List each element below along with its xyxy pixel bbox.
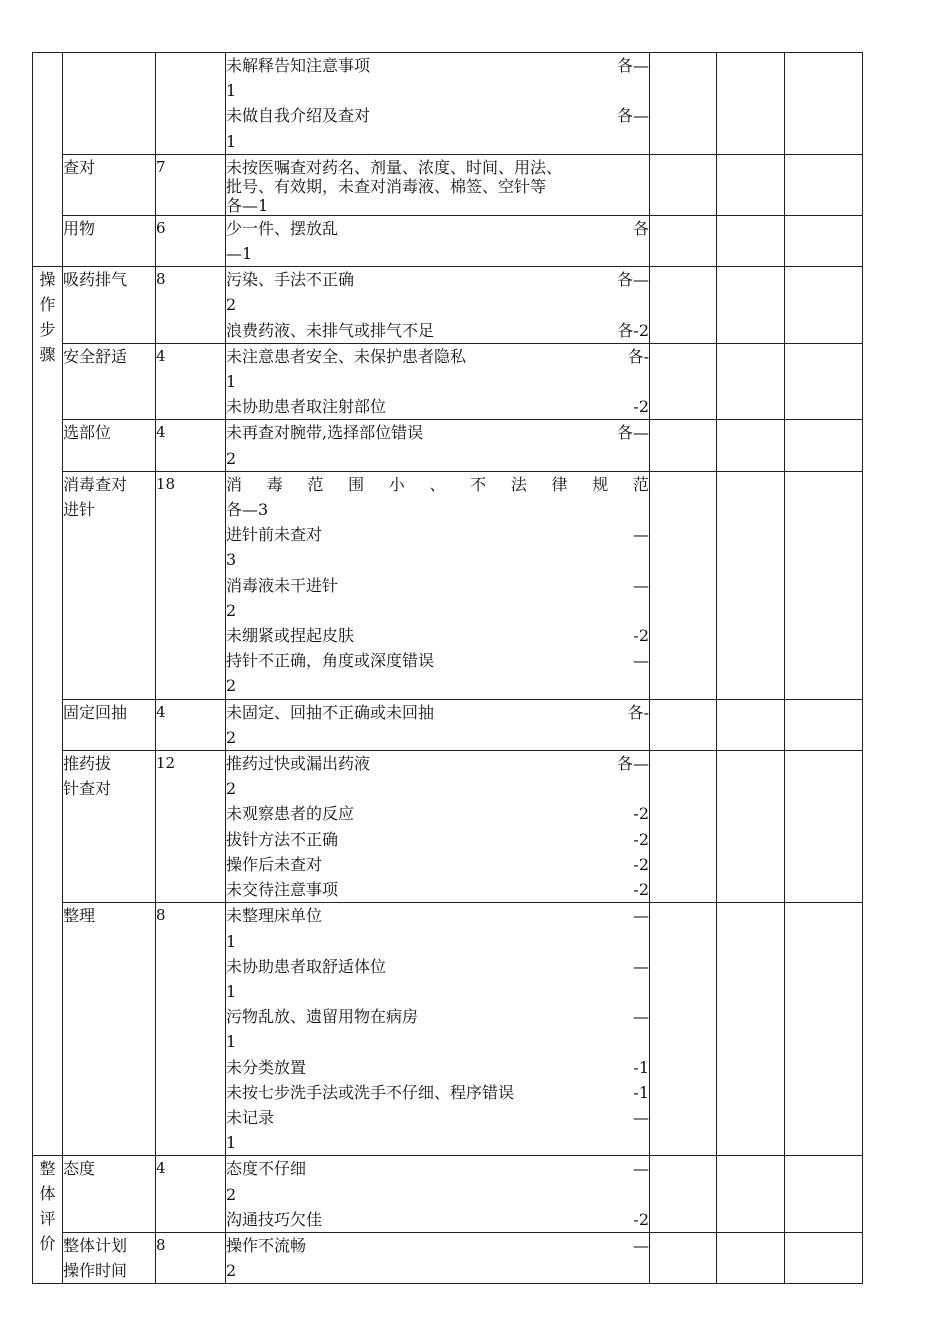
deduction-text: 1	[226, 372, 237, 392]
blank-score-cell	[650, 154, 717, 215]
scoring-table	[32, 52, 863, 1284]
deduction-points: -2	[633, 854, 649, 874]
deduction-line	[226, 216, 649, 241]
deduction-points: —	[633, 1235, 649, 1255]
deduction-text: 持针不正确，角度或深度错误	[226, 651, 435, 671]
deduction-text: 未协助患者取舒适体位	[226, 956, 387, 976]
deduction-points: -2	[633, 880, 649, 900]
category-char: 评	[39, 1209, 56, 1229]
deduction-line	[226, 648, 649, 673]
table-row	[33, 343, 863, 420]
deduction-text: 未做自我介绍及查对	[226, 106, 371, 126]
deduction-text: 未协助患者取注射部位	[226, 397, 387, 417]
blank-score-cell	[785, 267, 863, 344]
deduction-line	[226, 547, 649, 572]
deduction-text: 2	[226, 1261, 237, 1281]
score-cell: 4	[156, 699, 226, 750]
deduction-line	[226, 78, 649, 103]
deduction-cell	[226, 1156, 650, 1233]
deduction-line	[226, 776, 649, 801]
category-char: 步	[39, 320, 56, 340]
deduction-text: 拔针方法不正确	[226, 829, 339, 849]
deduction-char: 不	[470, 474, 487, 494]
deduction-text: 未绷紧或捏起皮肤	[226, 626, 355, 646]
item-cell: 固定回抽	[63, 699, 156, 750]
deduction-text: 未观察患者的反应	[226, 804, 355, 824]
category-char: 体	[39, 1184, 56, 1204]
blank-score-cell	[717, 751, 785, 903]
item-label-line: 进针	[63, 500, 96, 520]
table-row	[33, 1232, 863, 1283]
deduction-line	[226, 369, 649, 394]
score-cell: 4	[156, 1156, 226, 1233]
deduction-line	[226, 700, 649, 725]
deduction-text: 浪费药液、未排气或排气不足	[226, 320, 435, 340]
deduction-cell	[226, 1232, 650, 1283]
deduction-char: 小	[388, 474, 405, 494]
table-row	[33, 751, 863, 903]
blank-score-cell	[650, 699, 717, 750]
deduction-text: 未按七步洗手法或洗手不仔细、程序错误	[226, 1082, 515, 1102]
score-cell: 8	[156, 1232, 226, 1283]
deduction-points: -2	[633, 829, 649, 849]
deduction-char: 毒	[266, 474, 283, 494]
score-cell: 8	[156, 903, 226, 1156]
item-cell: 吸药排气	[63, 267, 156, 344]
deduction-cell	[226, 420, 650, 471]
table-row	[33, 154, 863, 215]
deduction-cell	[226, 751, 650, 903]
deduction-line	[226, 1130, 649, 1155]
item-cell: 态度	[63, 1156, 156, 1233]
blank-score-cell	[717, 154, 785, 215]
score-cell: 18	[156, 471, 226, 699]
blank-score-cell	[650, 343, 717, 420]
deduction-text: 未交待注意事项	[226, 880, 339, 900]
item-label-line: 针查对	[63, 779, 112, 799]
blank-score-cell	[785, 1156, 863, 1233]
score-cell: 7	[156, 154, 226, 215]
deduction-line	[226, 420, 649, 445]
table-row	[33, 420, 863, 471]
deduction-line	[226, 472, 649, 497]
deduction-char: 律	[551, 474, 568, 494]
deduction-text: 未分类放置	[226, 1057, 307, 1077]
deduction-text: 2	[226, 727, 237, 747]
deduction-text: 未再查对腕带,选择部位错误	[226, 423, 424, 443]
item-cell	[63, 471, 156, 699]
deduction-points: —	[633, 956, 649, 976]
deduction-char: 范	[632, 474, 649, 494]
deduction-paragraph	[226, 155, 649, 215]
blank-score-cell	[717, 215, 785, 266]
deduction-text: 2	[226, 600, 237, 620]
blank-score-cell	[650, 215, 717, 266]
deduction-line	[226, 129, 649, 154]
deduction-line	[226, 852, 649, 877]
blank-score-cell	[717, 267, 785, 344]
score-cell: 8	[156, 267, 226, 344]
deduction-cell	[226, 343, 650, 420]
deduction-char: 范	[307, 474, 324, 494]
deduction-text: 未记录	[226, 1107, 275, 1127]
deduction-line	[226, 1207, 649, 1232]
deduction-text: 2	[226, 1184, 237, 1204]
deduction-text: 未固定、回抽不正确或未回抽	[226, 702, 435, 722]
category-char: 价	[39, 1234, 56, 1254]
deduction-char: 消	[226, 474, 243, 494]
blank-score-cell	[785, 53, 863, 155]
deduction-line	[226, 394, 649, 419]
category-cell	[33, 1156, 63, 1284]
deduction-line	[226, 446, 649, 471]
deduction-points: 各—	[616, 423, 649, 443]
deduction-line	[226, 103, 649, 128]
deduction-text: 2	[226, 779, 237, 799]
deduction-points: -2	[633, 804, 649, 824]
deduction-char: 规	[592, 474, 609, 494]
category-char: 整	[39, 1159, 56, 1179]
deduction-text: 进针前未查对	[226, 525, 323, 545]
item-cell: 查对	[63, 154, 156, 215]
table-row	[33, 471, 863, 699]
blank-score-cell	[717, 343, 785, 420]
deduction-line	[226, 1080, 649, 1105]
blank-score-cell	[785, 699, 863, 750]
blank-score-cell	[785, 1232, 863, 1283]
deduction-char: 围	[348, 474, 365, 494]
deduction-text: 1	[226, 81, 237, 101]
deduction-cell	[226, 154, 650, 215]
deduction-text: 少一件、摆放乱	[226, 218, 339, 238]
deduction-line	[226, 1029, 649, 1054]
deduction-text: —1	[226, 244, 253, 264]
deduction-line	[226, 623, 649, 648]
deduction-text: 1	[226, 931, 237, 951]
blank-score-cell	[650, 751, 717, 903]
deduction-text: 各—3	[226, 500, 269, 520]
blank-score-cell	[650, 267, 717, 344]
deduction-text: 1	[226, 131, 237, 151]
deduction-points: 各—	[616, 754, 649, 774]
table-row	[33, 215, 863, 266]
deduction-line	[226, 1055, 649, 1080]
deduction-line	[226, 344, 649, 369]
table-row	[33, 53, 863, 155]
item-cell	[63, 751, 156, 903]
deduction-line	[226, 267, 649, 292]
deduction-line	[226, 318, 649, 343]
deduction-line	[226, 801, 649, 826]
item-cell: 整理	[63, 903, 156, 1156]
deduction-line	[226, 725, 649, 750]
deduction-points: -2	[633, 626, 649, 646]
score-cell: 4	[156, 343, 226, 420]
deduction-line	[226, 827, 649, 852]
deduction-line	[226, 1182, 649, 1207]
deduction-line	[226, 1258, 649, 1283]
table-row	[33, 1156, 863, 1233]
score-cell: 12	[156, 751, 226, 903]
deduction-line	[226, 751, 649, 776]
blank-score-cell	[717, 903, 785, 1156]
table-row	[33, 267, 863, 344]
blank-score-cell	[650, 903, 717, 1156]
blank-score-cell	[650, 471, 717, 699]
deduction-points: 各—	[616, 56, 649, 75]
item-label-line: 消毒查对	[63, 474, 128, 494]
deduction-text: 未解释告知注意事项	[226, 56, 371, 75]
deduction-points: -1	[633, 1057, 649, 1077]
deduction-text: 1	[226, 1133, 237, 1153]
deduction-cell	[226, 215, 650, 266]
deduction-points: —	[633, 1007, 649, 1027]
deduction-points: 各-	[627, 346, 649, 366]
deduction-cell	[226, 267, 650, 344]
category-cell	[33, 267, 63, 1156]
deduction-line: 批号、有效期，未查对消毒液、棉签、空针等	[226, 176, 547, 196]
deduction-text: 1	[226, 1032, 237, 1052]
blank-score-cell	[785, 903, 863, 1156]
table-row	[33, 903, 863, 1156]
deduction-line	[226, 979, 649, 1004]
deduction-line	[226, 877, 649, 902]
deduction-text: 污物乱放、遗留用物在病房	[226, 1007, 419, 1027]
blank-score-cell	[650, 420, 717, 471]
blank-score-cell	[785, 343, 863, 420]
deduction-points: -1	[633, 1082, 649, 1102]
deduction-points: —	[633, 525, 649, 545]
deduction-text: 操作后未查对	[226, 854, 323, 874]
deduction-text: 态度不仔细	[226, 1159, 307, 1179]
deduction-line	[226, 53, 649, 78]
deduction-text: 2	[226, 676, 237, 696]
blank-score-cell	[717, 699, 785, 750]
deduction-line	[226, 1004, 649, 1029]
deduction-text: 未整理床单位	[226, 906, 323, 926]
deduction-line	[226, 1233, 649, 1258]
deduction-text: 2	[226, 295, 237, 315]
deduction-line	[226, 573, 649, 598]
blank-score-cell	[650, 1156, 717, 1233]
deduction-points: —	[633, 1159, 649, 1179]
item-cell	[63, 53, 156, 155]
deduction-line	[226, 1105, 649, 1130]
deduction-points: —	[633, 906, 649, 926]
deduction-line	[226, 929, 649, 954]
deduction-line	[226, 522, 649, 547]
deduction-text: 消毒液未干进针	[226, 575, 339, 595]
deduction-points: -2	[633, 1209, 649, 1229]
deduction-line	[226, 497, 649, 522]
deduction-line	[226, 673, 649, 698]
deduction-cell	[226, 471, 650, 699]
deduction-line	[226, 292, 649, 317]
deduction-text: 3	[226, 550, 237, 570]
blank-score-cell	[785, 215, 863, 266]
deduction-line	[226, 954, 649, 979]
deduction-text: 污染、手法不正确	[226, 270, 355, 290]
category-char: 操	[39, 270, 56, 290]
blank-score-cell	[785, 420, 863, 471]
item-cell: 选部位	[63, 420, 156, 471]
blank-score-cell	[717, 53, 785, 155]
deduction-char: 法	[510, 474, 527, 494]
deduction-line: 各—1	[226, 195, 269, 215]
blank-score-cell	[650, 1232, 717, 1283]
item-label-line: 整体计划	[63, 1235, 128, 1255]
item-label-line: 推药拔	[63, 754, 112, 774]
deduction-points: 各-	[627, 702, 649, 722]
deduction-cell	[226, 53, 650, 155]
deduction-points: 各	[632, 218, 649, 238]
blank-score-cell	[785, 471, 863, 699]
blank-score-cell	[785, 751, 863, 903]
deduction-text: 2	[226, 448, 237, 468]
item-cell: 安全舒适	[63, 343, 156, 420]
deduction-text: 操作不流畅	[226, 1235, 307, 1255]
deduction-line	[226, 241, 649, 266]
deduction-text: 推药过快或漏出药液	[226, 754, 371, 774]
category-cell	[33, 53, 63, 267]
table-row	[33, 699, 863, 750]
deduction-line	[226, 903, 649, 928]
deduction-text: 1	[226, 981, 237, 1001]
deduction-points: -2	[633, 397, 649, 417]
deduction-text: 未注意患者安全、未保护患者隐私	[226, 346, 467, 366]
deduction-line	[226, 1156, 649, 1181]
deduction-points: 各—	[616, 270, 649, 290]
category-char: 骤	[39, 345, 56, 365]
blank-score-cell	[717, 1232, 785, 1283]
deduction-points: 各—	[616, 106, 649, 126]
blank-score-cell	[717, 471, 785, 699]
deduction-char: 、	[429, 474, 446, 494]
deduction-points: —	[633, 575, 649, 595]
category-char: 作	[39, 295, 56, 315]
item-cell: 用物	[63, 215, 156, 266]
deduction-points: —	[633, 1107, 649, 1127]
blank-score-cell	[650, 53, 717, 155]
score-cell: 4	[156, 420, 226, 471]
deduction-points: 各-2	[617, 320, 649, 340]
deduction-cell	[226, 903, 650, 1156]
blank-score-cell	[785, 154, 863, 215]
score-cell: 6	[156, 215, 226, 266]
deduction-cell	[226, 699, 650, 750]
item-label-line: 操作时间	[63, 1261, 128, 1281]
deduction-points: —	[633, 651, 649, 671]
deduction-line: 未按医嘱查对药名、剂量、浓度、时间、用法、	[226, 157, 563, 177]
blank-score-cell	[717, 420, 785, 471]
deduction-line	[226, 598, 649, 623]
deduction-text: 沟通技巧欠佳	[226, 1209, 323, 1229]
item-cell	[63, 1232, 156, 1283]
score-cell	[156, 53, 226, 155]
blank-score-cell	[717, 1156, 785, 1233]
